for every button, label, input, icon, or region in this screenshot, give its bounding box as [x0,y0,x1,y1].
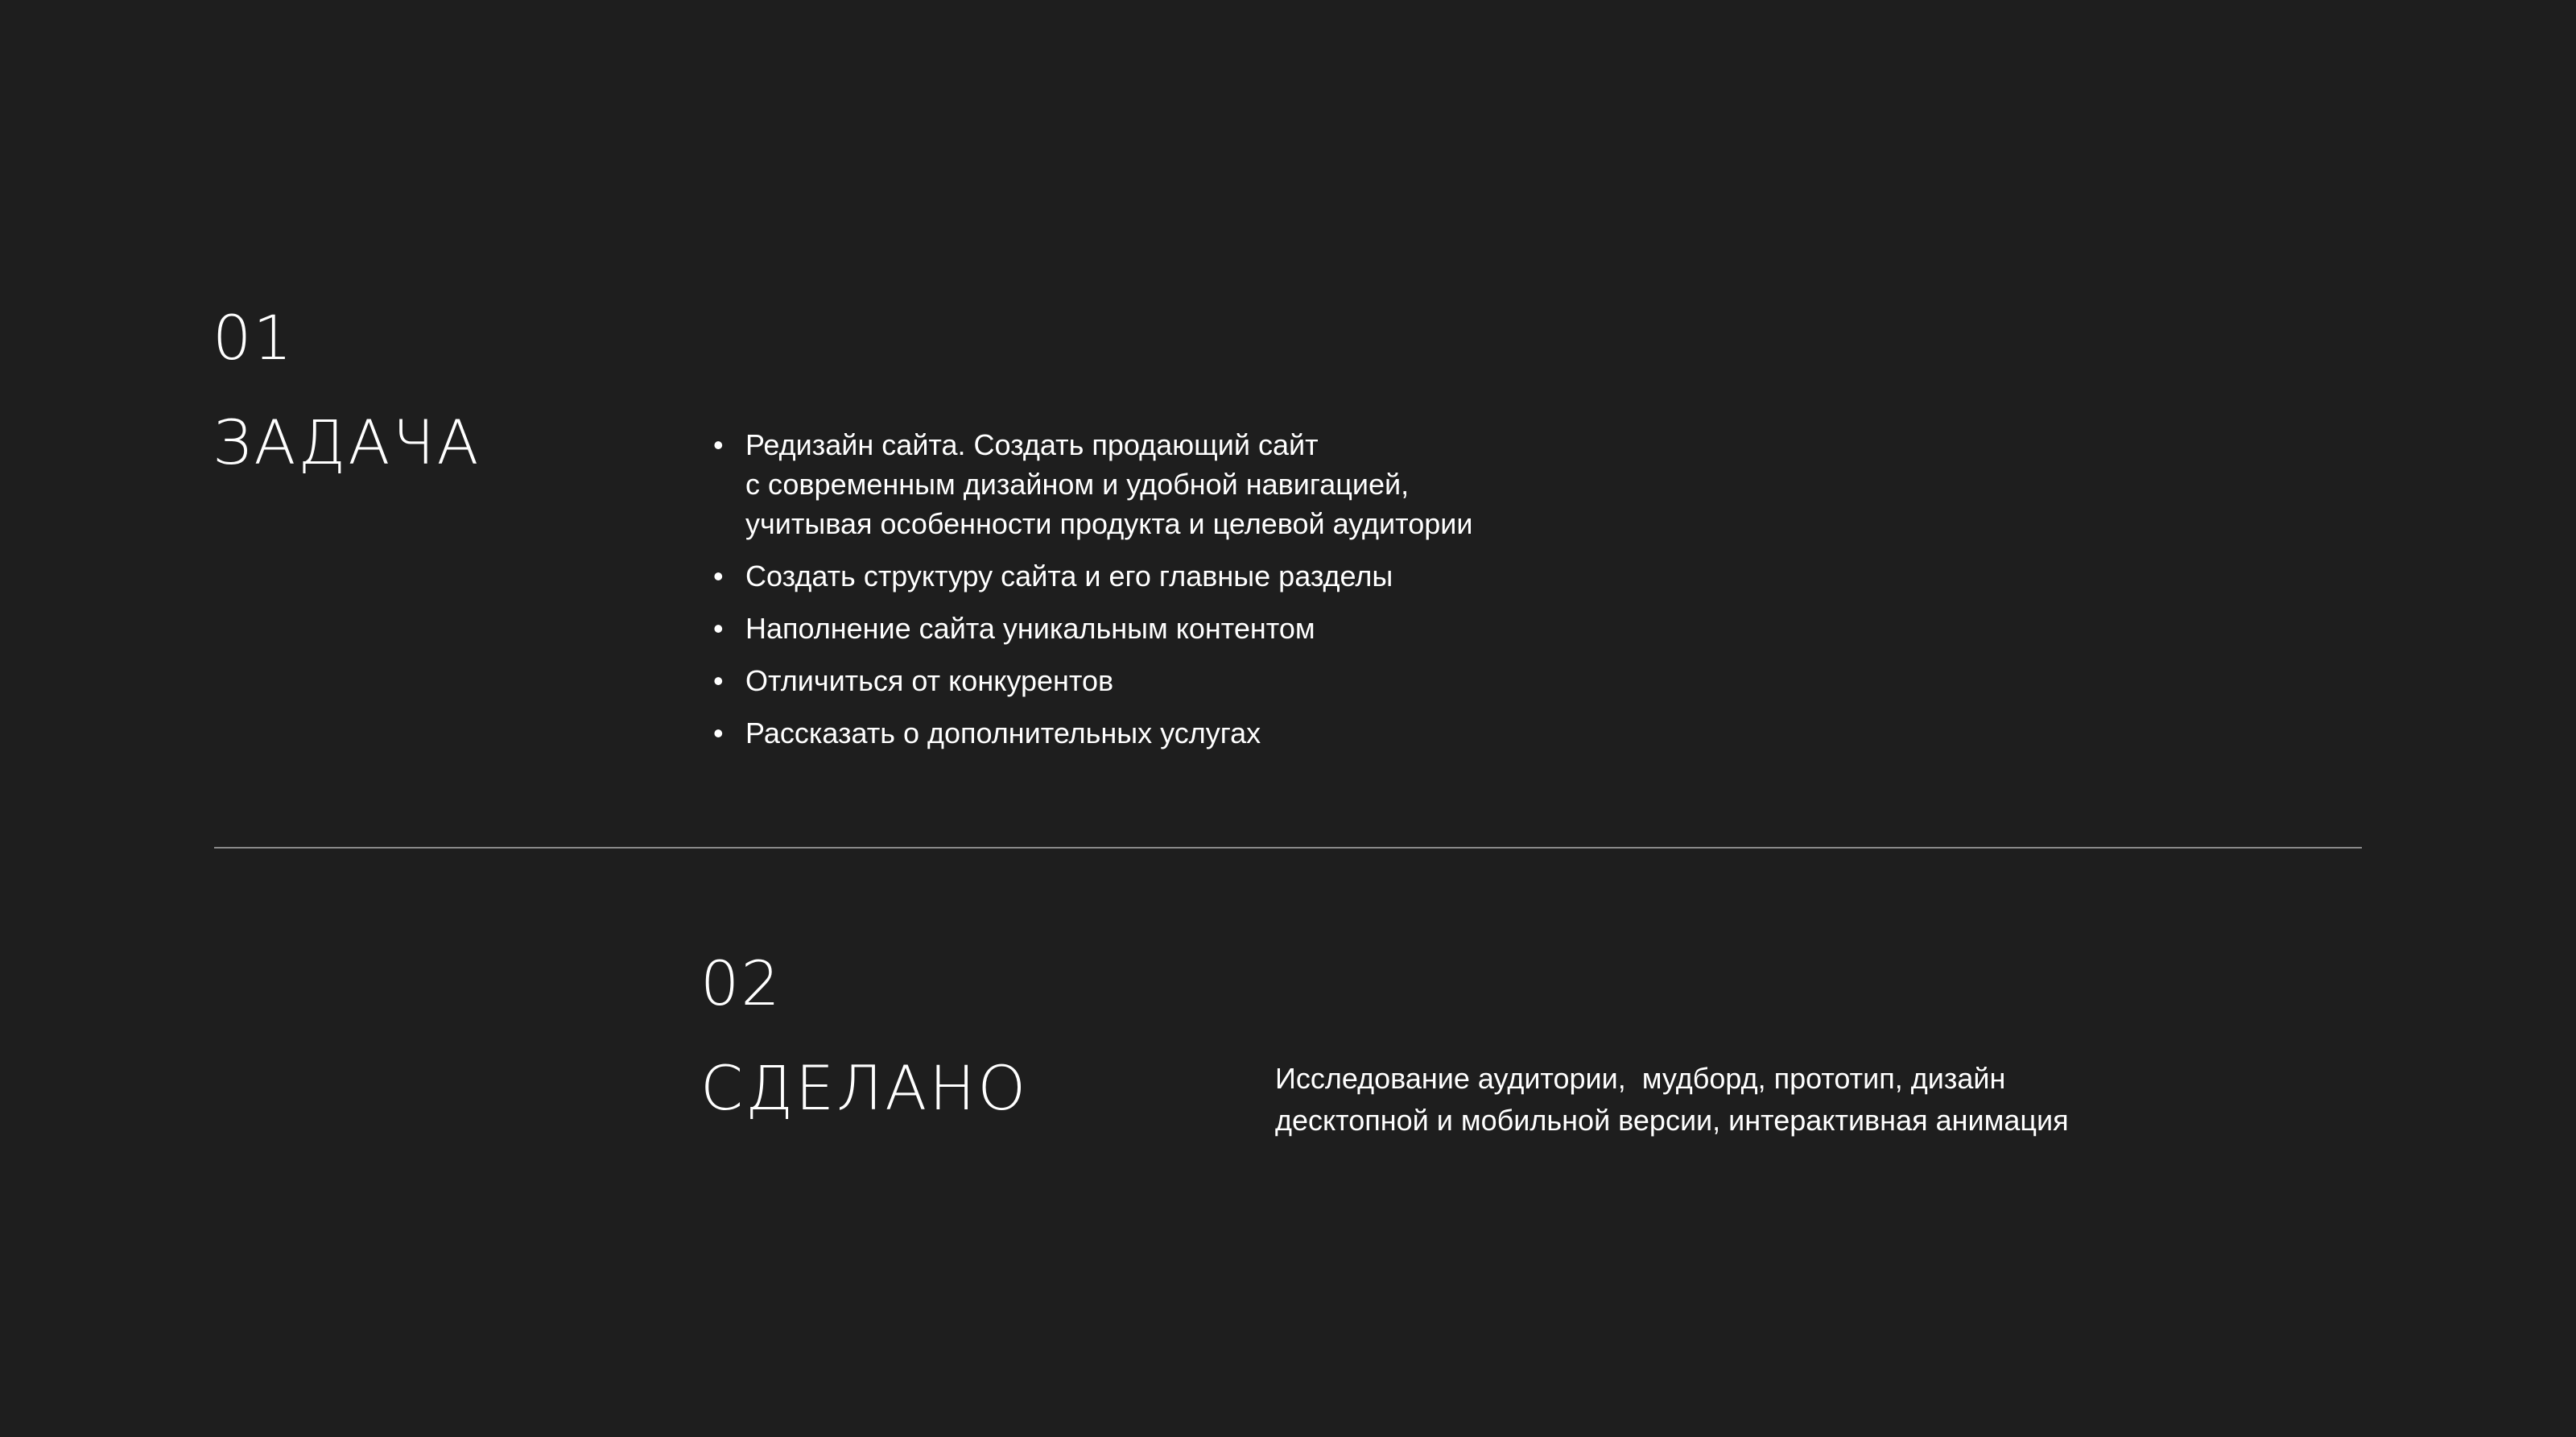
section-title-done: СДЕЛАНО [700,1052,1029,1124]
bullet-icon: • [713,716,724,749]
task-item [713,425,1760,543]
task-item [713,609,1760,648]
bullet-icon: • [713,612,724,645]
task-item-line: с современным дизайном и удобной навигацией, [745,468,1410,501]
bullet-icon: • [713,428,724,461]
task-item-line: Создать структуру сайта и его главные разделы [745,560,1393,593]
done-description-line: Исследование аудитории, мудборд, прототип, дизайн [1275,1062,2006,1095]
section-number-task: 01 [213,302,294,374]
done-description-line: десктопной и мобильной версии, интерактивная анимация [1275,1104,2069,1137]
task-item [713,713,1760,753]
task-item [713,661,1760,700]
task-item [713,556,1760,596]
section-divider [214,847,2362,849]
done-description [1275,1058,2322,1142]
task-item-line: Рассказать о дополнительных услугах [745,716,1261,749]
task-item-line: Редизайн сайта. Создать продающий сайт [745,428,1319,461]
bullet-icon: • [713,560,724,593]
task-item-line: Наполнение сайта уникальным контентом [745,612,1315,645]
section-title-task: ЗАДАЧА [213,407,481,478]
section-number-done: 02 [700,948,782,1019]
bullet-icon: • [713,664,724,697]
task-item-line: учитывая особенности продукта и целевой аудитории [745,507,1473,540]
task-item-line: Отличиться от конкурентов [745,664,1114,697]
task-list [713,425,1760,766]
